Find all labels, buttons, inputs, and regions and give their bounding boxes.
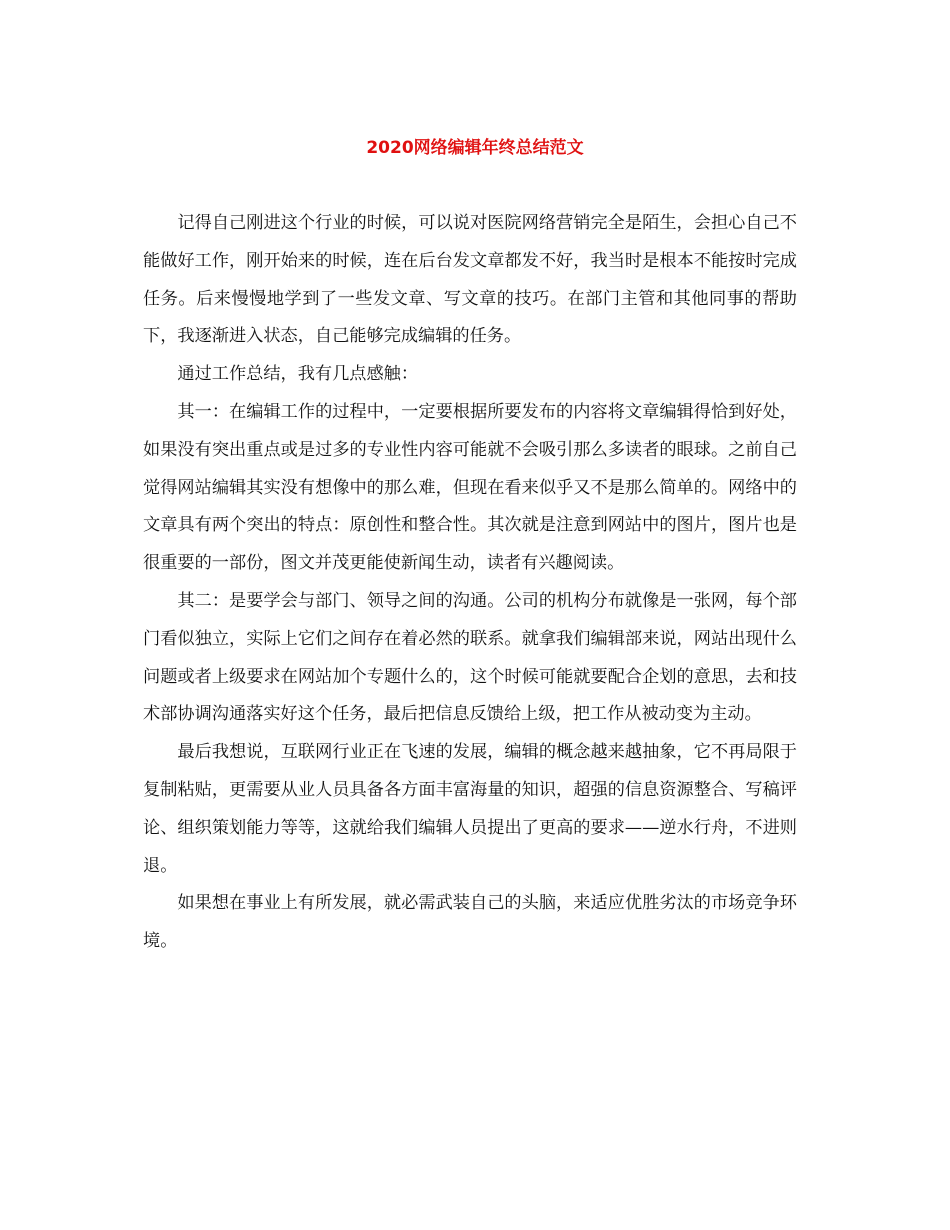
paragraph-point-two: 其二：是要学会与部门、领导之间的沟通。公司的机构分布就像是一张网，每个部门看似独立，实际上它们之间存在着必然的联系。就拿我们编辑部来说，网站出现什么问题或者上级要求在网站加个专题什么的，这个时候可能就要配合企划的意思，去和技术部协调沟通落实好这个任务，最后把信息反馈给上级，把工作从被动变为主动。 [143, 590, 797, 725]
paragraph-conclusion: 最后我想说，互联网行业正在飞速的发展，编辑的概念越来越抽象，它不再局限于复制粘贴，更需要从业人员具备各方面丰富海量的知识，超强的信息资源整合、写稿评论、组织策划能力等等，这就给我们编辑人员提出了更高的要求——逆水行舟，不进则退。 [143, 742, 797, 876]
paragraph-closing: 如果想在事业上有所发展，就必需武装自己的头脑，来适应优胜劣汰的市场竞争环境。 [143, 893, 797, 952]
document-body [143, 205, 797, 961]
paragraph-point-one: 其一：在编辑工作的过程中，一定要根据所要发布的内容将文章编辑得恰到好处，如果没有突出重点或是过多的专业性内容可能就不会吸引那么多读者的眼球。之前自己觉得网站编辑其实没有想像中的那么难，但现在看来似乎又不是那么简单的。网络中的文章具有两个突出的特点：原创性和整合性。其次就是注意到网站中的图片，图片也是很重要的一部份，图文并茂更能使新闻生动，读者有兴趣阅读。 [143, 401, 797, 574]
paragraph-summary-lead: 通过工作总结，我有几点感触： [177, 364, 419, 385]
document-title: 2020网络编辑年终总结范文 [366, 138, 584, 158]
paragraph-intro: 记得自己刚进这个行业的时候，可以说对医院网络营销完全是陌生，会担心自己不能做好工作，刚开始来的时候，连在后台发文章都发不好，我当时是根本不能按时完成任务。后来慢慢地学到了一些发文章、写文章的技巧。在部门主管和其他同事的帮助下，我逐渐进入状态，自己能够完成编辑的任务。 [143, 213, 797, 347]
